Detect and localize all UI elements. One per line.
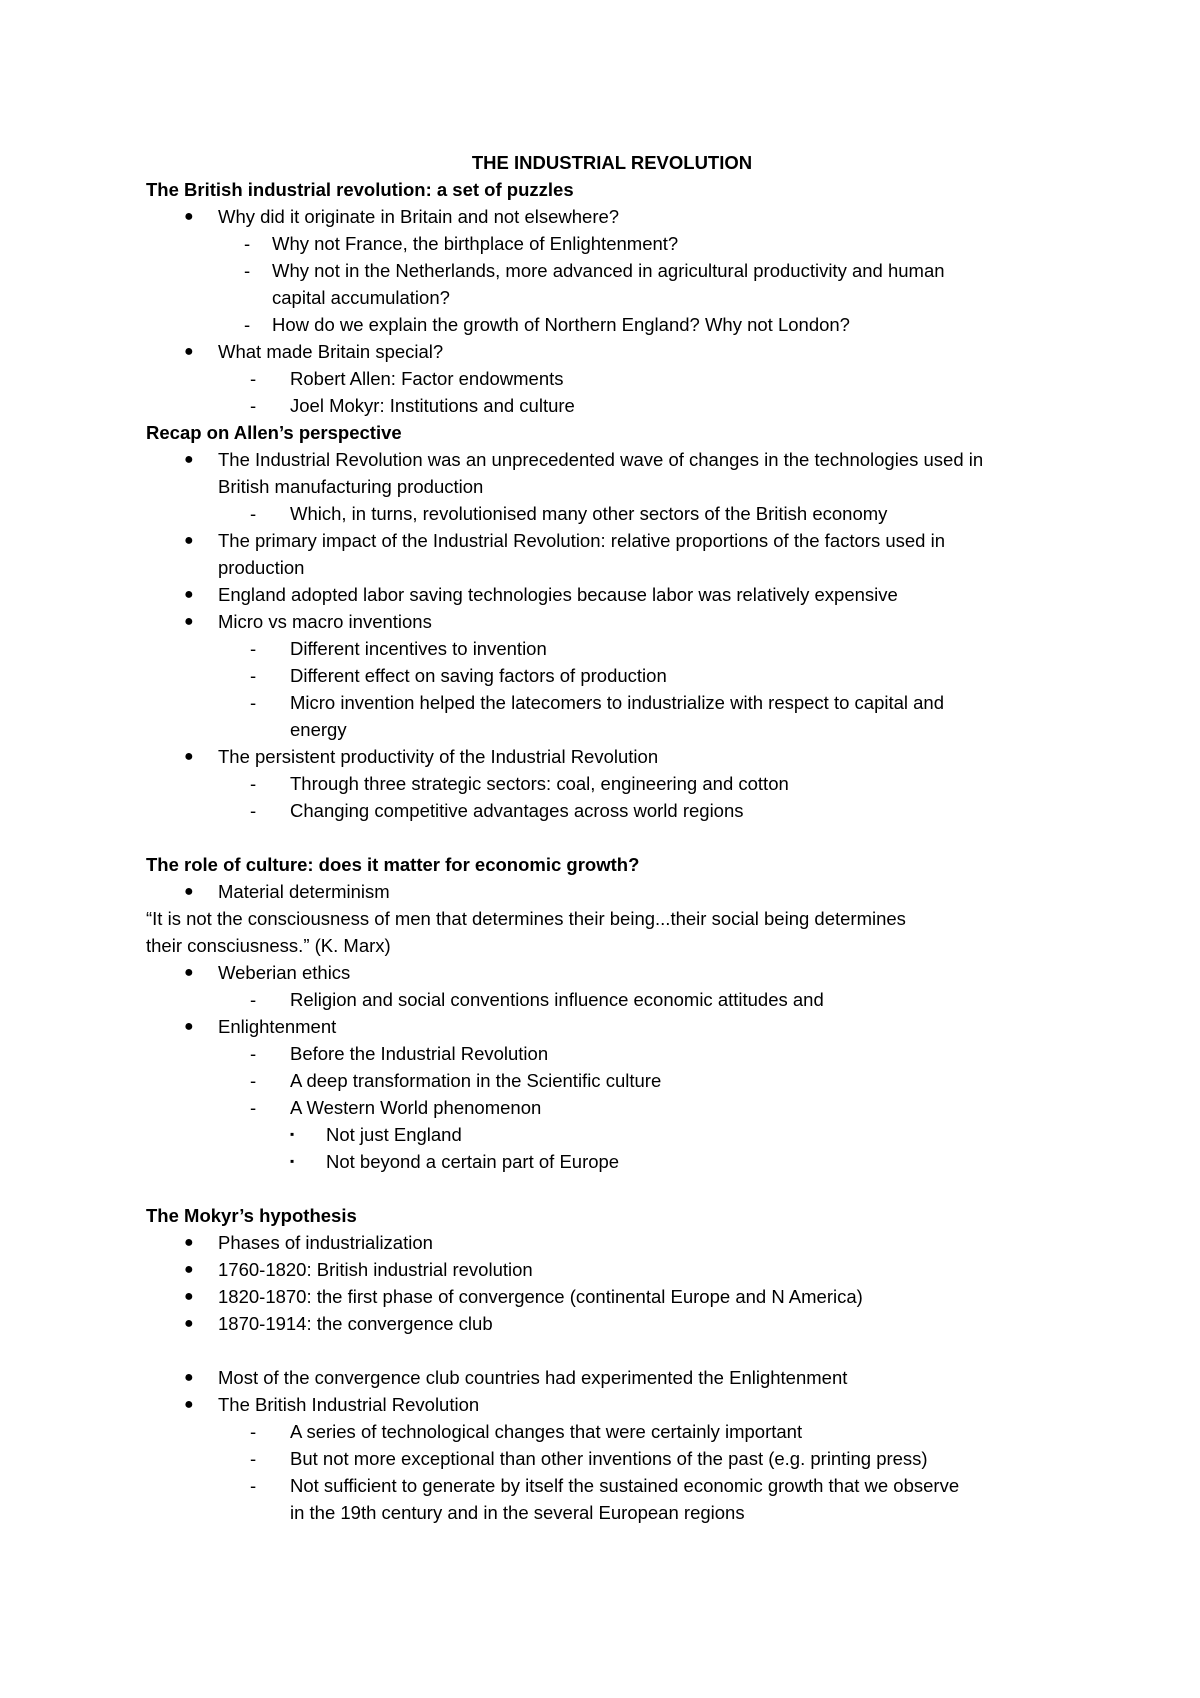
list-item-text: Not beyond a certain part of Europe <box>326 1151 620 1172</box>
list-item-text: Different incentives to invention <box>290 638 547 659</box>
list-item-text: capital accumulation? <box>272 287 450 308</box>
sub-list-item <box>146 392 1086 419</box>
list-item-text: Why did it originate in Britain and not elsewhere? <box>218 206 620 227</box>
quote-line: “It is not the consciousness of men that determines their being...their social being determines <box>146 908 906 929</box>
dash-icon: - <box>250 1448 257 1469</box>
sub-list-item <box>146 770 1086 797</box>
list-item <box>146 338 1086 365</box>
list-item-text: 1820-1870: the first phase of convergence (continental Europe and N America) <box>218 1286 863 1307</box>
bullet-icon: ● <box>184 1288 194 1305</box>
sub-list-item <box>146 797 1086 824</box>
list-item <box>146 203 1086 230</box>
bullet-icon: ● <box>184 748 194 765</box>
list-item-text: energy <box>290 719 347 740</box>
list-item-text: Through three strategic sectors: coal, engineering and cotton <box>290 773 789 794</box>
list-item-text: The British Industrial Revolution <box>218 1394 480 1415</box>
dash-icon: - <box>250 395 257 416</box>
sub-list-item <box>146 1067 1086 1094</box>
list-item <box>146 1013 1086 1040</box>
list-item-text: The Industrial Revolution was an unprecedented wave of changes in the technologies used in <box>218 449 984 470</box>
list-item-text: A deep transformation in the Scientific culture <box>290 1070 662 1091</box>
list-item-continuation <box>146 473 1086 500</box>
list-item <box>146 1391 1086 1418</box>
list-item-text: Changing competitive advantages across world regions <box>290 800 744 821</box>
sub-list-item <box>146 986 1086 1013</box>
sub-sub-list-item <box>146 1121 1086 1148</box>
list-item-text: Enlightenment <box>218 1016 337 1037</box>
bullet-icon: ● <box>184 586 194 603</box>
sub-list-item <box>146 230 1086 257</box>
sub-list-item <box>146 1040 1086 1067</box>
sub-list-item <box>146 635 1086 662</box>
sub-sub-list-item <box>146 1148 1086 1175</box>
list-item-text: Material determinism <box>218 881 390 902</box>
dash-icon: - <box>250 503 257 524</box>
list-item-text: Not just England <box>326 1124 462 1145</box>
dash-icon: - <box>250 692 257 713</box>
list-item-text: Most of the convergence club countries had experimented the Enlightenment <box>218 1367 848 1388</box>
list-item-text: What made Britain special? <box>218 341 444 362</box>
list-item <box>146 1310 1086 1337</box>
bullet-icon: ● <box>184 1315 194 1332</box>
sub-list-item <box>146 311 1086 338</box>
list-item-text: Before the Industrial Revolution <box>290 1043 549 1064</box>
bullet-icon: ● <box>184 451 194 468</box>
bullet-icon: ● <box>184 1018 194 1035</box>
list-item-text: England adopted labor saving technologies because labor was relatively expensive <box>218 584 898 605</box>
list-item-text: 1870-1914: the convergence club <box>218 1313 493 1334</box>
bullet-icon: ● <box>184 532 194 549</box>
bullet-icon: ● <box>184 883 194 900</box>
list-item <box>146 1229 1086 1256</box>
dash-icon: - <box>250 1097 257 1118</box>
sub-list-item-continuation <box>146 284 1086 311</box>
list-item-text: Micro invention helped the latecomers to industrialize with respect to capital and <box>290 692 945 713</box>
dash-icon: - <box>250 368 257 389</box>
bullet-icon: ● <box>184 208 194 225</box>
list-item-text: Not sufficient to generate by itself the sustained economic growth that we observe <box>290 1475 960 1496</box>
list-item-text: Different effect on saving factors of production <box>290 665 667 686</box>
list-item-text: British manufacturing production <box>218 476 484 497</box>
list-item-text: Religion and social conventions influence economic attitudes and <box>290 989 824 1010</box>
dash-icon: - <box>250 1421 257 1442</box>
quote-line: their consciusness.” (K. Marx) <box>146 935 391 956</box>
list-item-text: But not more exceptional than other inventions of the past (e.g. printing press) <box>290 1448 928 1469</box>
sub-list-item <box>146 662 1086 689</box>
bullet-icon: ● <box>184 1369 194 1386</box>
sub-list-item <box>146 1418 1086 1445</box>
section-heading-allen: Recap on Allen’s perspective <box>146 422 402 443</box>
bullet-icon: ● <box>184 1261 194 1278</box>
list-item <box>146 581 1086 608</box>
list-item-text: The primary impact of the Industrial Revolution: relative proportions of the factors used in <box>218 530 945 551</box>
dash-icon: - <box>250 638 257 659</box>
section-heading-culture: The role of culture: does it matter for economic growth? <box>146 854 640 875</box>
list-item <box>146 959 1086 986</box>
sub-list-item <box>146 1472 1086 1499</box>
list-item-text: Phases of industrialization <box>218 1232 433 1253</box>
list-item <box>146 446 1086 473</box>
sub-list-item <box>146 1094 1086 1121</box>
list-item-text: Joel Mokyr: Institutions and culture <box>290 395 575 416</box>
list-item-text: Weberian ethics <box>218 962 351 983</box>
dash-icon: - <box>250 1475 257 1496</box>
dash-icon: - <box>250 800 257 821</box>
dash-icon: - <box>250 1070 257 1091</box>
list-item-text: Why not France, the birthplace of Enlightenment? <box>272 233 679 254</box>
list-item <box>146 743 1086 770</box>
list-item-text: Which, in turns, revolutionised many other sectors of the British economy <box>290 503 888 524</box>
list-item-continuation <box>146 554 1086 581</box>
dash-icon: - <box>244 314 251 335</box>
list-item <box>146 1364 1086 1391</box>
square-bullet-icon: ▪ <box>290 1127 295 1141</box>
list-item-text: production <box>218 557 305 578</box>
list-item <box>146 608 1086 635</box>
document-body <box>146 149 1086 1526</box>
list-item-text: A series of technological changes that were certainly important <box>290 1421 803 1442</box>
sub-list-item-continuation <box>146 716 1086 743</box>
section-heading-puzzles: The British industrial revolution: a set of puzzles <box>146 179 574 200</box>
sub-list-item-continuation <box>146 1499 1086 1526</box>
dash-icon: - <box>250 1043 257 1064</box>
list-item <box>146 1256 1086 1283</box>
list-item-text: The persistent productivity of the Industrial Revolution <box>218 746 659 767</box>
square-bullet-icon: ▪ <box>290 1154 295 1168</box>
list-item <box>146 527 1086 554</box>
list-item-text: How do we explain the growth of Northern England? Why not London? <box>272 314 850 335</box>
bullet-icon: ● <box>184 343 194 360</box>
section-heading-mokyr: The Mokyr’s hypothesis <box>146 1205 357 1226</box>
sub-list-item <box>146 689 1086 716</box>
sub-list-item <box>146 1445 1086 1472</box>
list-item-text: in the 19th century and in the several European regions <box>290 1502 745 1523</box>
bullet-icon: ● <box>184 1396 194 1413</box>
blank-line <box>146 1175 1086 1202</box>
sub-list-item <box>146 500 1086 527</box>
list-item-text: Why not in the Netherlands, more advanced in agricultural productivity and human <box>272 260 945 281</box>
sub-list-item <box>146 365 1086 392</box>
dash-icon: - <box>250 665 257 686</box>
blank-line <box>146 824 1086 851</box>
sub-list-item <box>146 257 1086 284</box>
list-item <box>146 1283 1086 1310</box>
page-title: THE INDUSTRIAL REVOLUTION <box>471 152 753 173</box>
list-item-text: A Western World phenomenon <box>290 1097 542 1118</box>
dash-icon: - <box>250 773 257 794</box>
bullet-icon: ● <box>184 1234 194 1251</box>
blank-line <box>146 1337 1086 1364</box>
dash-icon: - <box>250 989 257 1010</box>
bullet-icon: ● <box>184 964 194 981</box>
dash-icon: - <box>244 233 251 254</box>
list-item-text: Micro vs macro inventions <box>218 611 432 632</box>
bullet-icon: ● <box>184 613 194 630</box>
list-item <box>146 878 1086 905</box>
list-item-text: 1760-1820: British industrial revolution <box>218 1259 533 1280</box>
list-item-text: Robert Allen: Factor endowments <box>290 368 564 389</box>
dash-icon: - <box>244 260 251 281</box>
